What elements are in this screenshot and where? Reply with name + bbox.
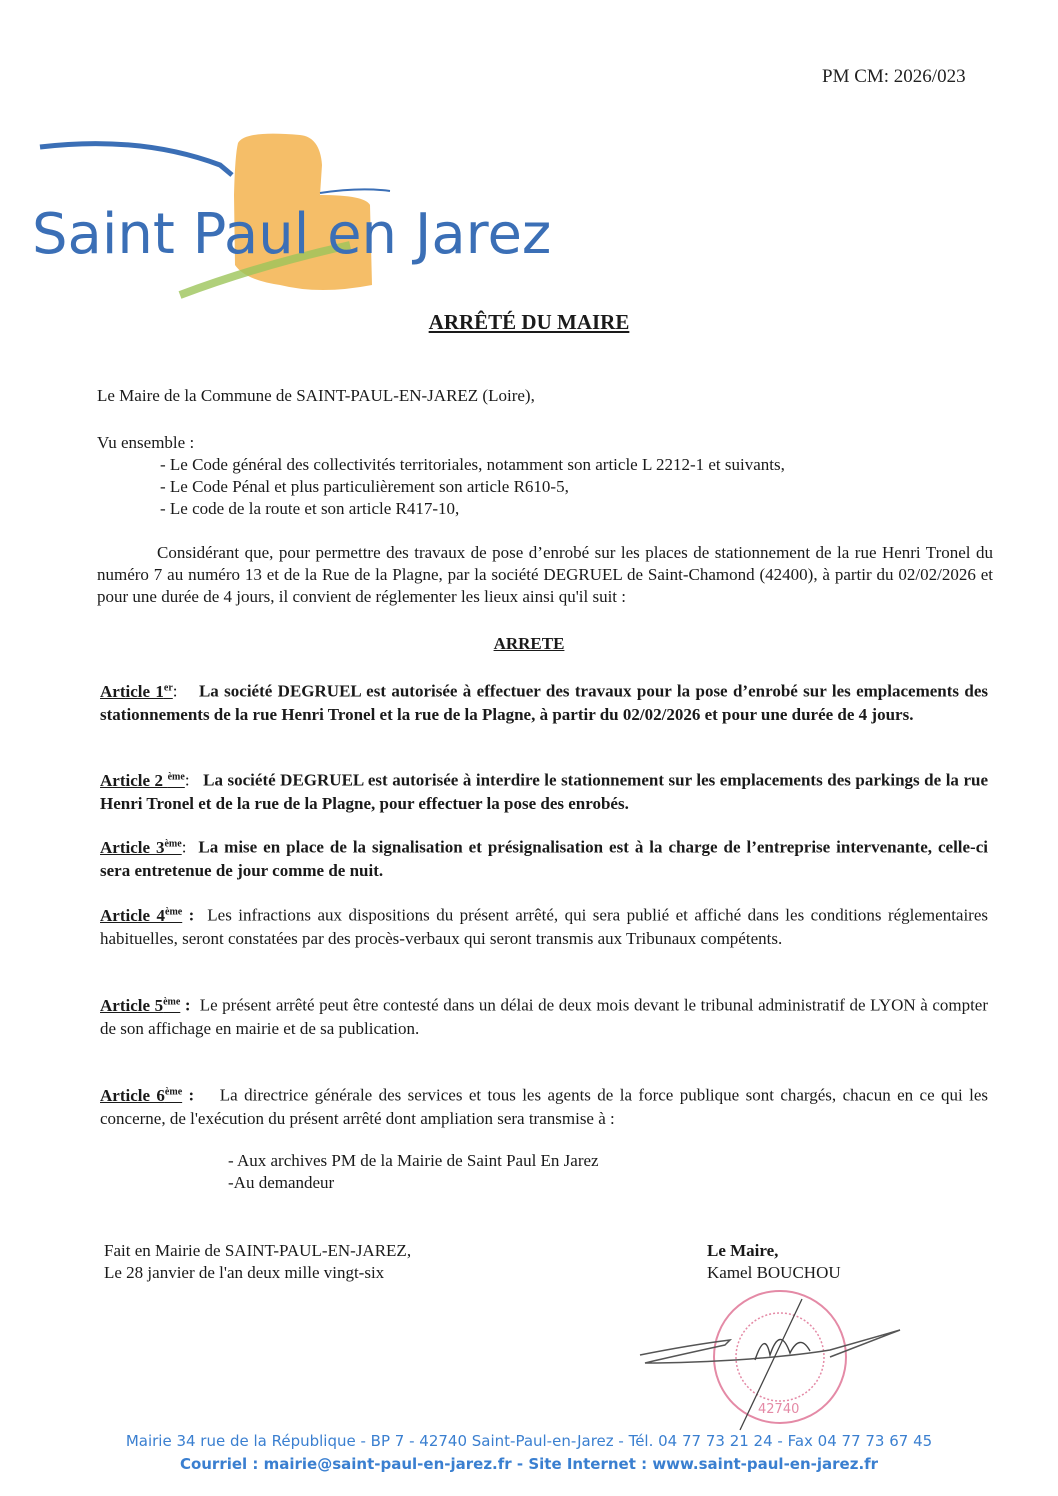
intro-line: Le Maire de la Commune de SAINT-PAUL-EN-JAREZ (Loire), bbox=[97, 386, 535, 405]
article-label: Article 1er bbox=[100, 681, 173, 701]
article-label: Article 6ème bbox=[100, 1085, 183, 1105]
page-title: ARRÊTÉ DU MAIRE bbox=[428, 310, 630, 334]
document-reference: PM CM: 2026/023 bbox=[822, 66, 966, 87]
signatory-role: Le Maire, bbox=[707, 1241, 779, 1260]
recipients-list bbox=[228, 1150, 599, 1194]
article-label: Article 3ème bbox=[100, 837, 182, 857]
signature-stroke bbox=[640, 1330, 900, 1363]
article-text: La société DEGRUEL est autorisée à effectuer des travaux pour la pose d’enrobé sur les emplacements des stationnements de la rue Henri Tronel et la rue de la Plagne, à partir du 02/02/2026 et pour une durée de 4 jours. bbox=[100, 681, 988, 724]
commune-logo bbox=[20, 95, 552, 305]
article-text: La société DEGRUEL est autorisée à interdire le stationnement sur les emplacements des parkings de la rue Henri Tronel et de la rue de la Plagne, pour effectuer la pose des enrobés. bbox=[100, 770, 988, 813]
stamp-postcode: 42740 bbox=[758, 1402, 800, 1417]
article-4: Article 4ème : Les infractions aux dispositions du présent arrêté, qui sera publié et affiché dans les conditions réglementaires habituelles, seront constatées par des procès-verbaux qui seront transmis aux Tribunaux compétents. bbox=[100, 905, 989, 948]
vu-item: - Le Code Pénal et plus particulièrement son article R610-5, bbox=[160, 477, 569, 496]
fait-date: Le 28 janvier de l'an deux mille vingt-six bbox=[104, 1263, 385, 1282]
vu-heading: Vu ensemble : bbox=[97, 433, 195, 452]
article-label: Article 5ème bbox=[100, 995, 181, 1015]
article-3: Article 3ème: La mise en place de la signalisation et présignalisation est à la charge de l’entreprise intervenante, celle-ci sera entretenue de jour comme de nuit. bbox=[100, 837, 988, 880]
article-5: Article 5ème : Le présent arrêté peut être contesté dans un délai de deux mois devant le tribunal administratif de LYON à compter de son affichage en mairie et de sa publication. bbox=[100, 995, 989, 1038]
logo-text: Saint Paul en Jarez bbox=[32, 202, 552, 267]
article-text: Le présent arrêté peut être contesté dans un délai de deux mois devant le tribunal administratif de LYON à compter de son affichage en mairie et de sa publication. bbox=[100, 995, 989, 1038]
article-label: Article 2 $^{ème}$ bbox=[100, 770, 185, 790]
vu-item: - Le code de la route et son article R417-10, bbox=[160, 499, 460, 518]
article-label: Article 4ème bbox=[100, 905, 183, 925]
vu-list bbox=[160, 454, 785, 520]
recipient-item: - Aux archives PM de la Mairie de Saint Paul En Jarez bbox=[228, 1151, 599, 1170]
recipient-item: -Au demandeur bbox=[228, 1173, 335, 1192]
signatory-block bbox=[707, 1240, 841, 1284]
logo-swoosh-top bbox=[40, 144, 232, 175]
article-text: La mise en place de la signalisation et présignalisation est à la charge de l’entreprise intervenante, celle-ci sera entretenue de jour comme de nuit. bbox=[100, 837, 988, 880]
vu-item: - Le Code général des collectivités territoriales, notamment son article L 2212-1 et suivants, bbox=[160, 455, 785, 474]
article-6: Article 6ème : La directrice générale des services et tous les agents de la force publique sont chargés, chacun en ce qui les concerne, de l'exécution du présent arrêté dont ampliation sera transmise à : bbox=[100, 1085, 989, 1128]
fait-en-mairie bbox=[104, 1240, 411, 1284]
fait-place: Fait en Mairie de SAINT-PAUL-EN-JAREZ, bbox=[104, 1241, 412, 1260]
arrete-heading: ARRETE bbox=[493, 634, 565, 653]
footer-contact: Courriel : mairie@saint-paul-en-jarez.fr - Site Internet : www.saint-paul-en-jarez.fr bbox=[179, 1455, 879, 1473]
considerant-text: Considérant que, pour permettre des travaux de pose d’enrobé sur les places de stationnement de la rue Henri Tronel du numéro 7 au numéro 13 et de la Rue de la Plagne, par la société DEGRUEL de Saint-Chamond (42400), à partir du 02/02/2026 et pour une durée de 4 jours, il convient de réglementer les lieux ainsi qu'il suit : bbox=[97, 543, 993, 606]
article-text: Les infractions aux dispositions du présent arrêté, qui sera publié et affiché dans les conditions réglementaires habituelles, seront constatées par des procès-verbaux qui seront transmis aux Tribunaux compétents. bbox=[100, 905, 989, 948]
article-1: Article 1er: La société DEGRUEL est autorisée à effectuer des travaux pour la pose d’enrobé sur les emplacements des stationnements de la rue Henri Tronel et la rue de la Plagne, à partir du 02/02/2026 et pour une durée de 4 jours. bbox=[100, 681, 988, 724]
official-stamp-and-signature bbox=[630, 1285, 910, 1435]
article-2: Article 2 $^{ème}$: La société DEGRUEL est autorisée à interdire le stationnement sur les emplacements des parkings de la rue Henri Tronel et de la rue de la Plagne, pour effectuer la pose des enrobés. bbox=[100, 770, 988, 813]
article-text: La directrice générale des services et tous les agents de la force publique sont chargés, chacun en ce qui les concerne, de l'exécution du présent arrêté dont ampliation sera transmise à : bbox=[100, 1085, 989, 1128]
signatory-name: Kamel BOUCHOU bbox=[707, 1263, 841, 1282]
footer-address: Mairie 34 rue de la République - BP 7 - 42740 Saint-Paul-en-Jarez - Tél. 04 77 73 21 24 - Fax 04 77 73 67 45 bbox=[125, 1432, 933, 1450]
considerant-paragraph bbox=[97, 542, 993, 608]
